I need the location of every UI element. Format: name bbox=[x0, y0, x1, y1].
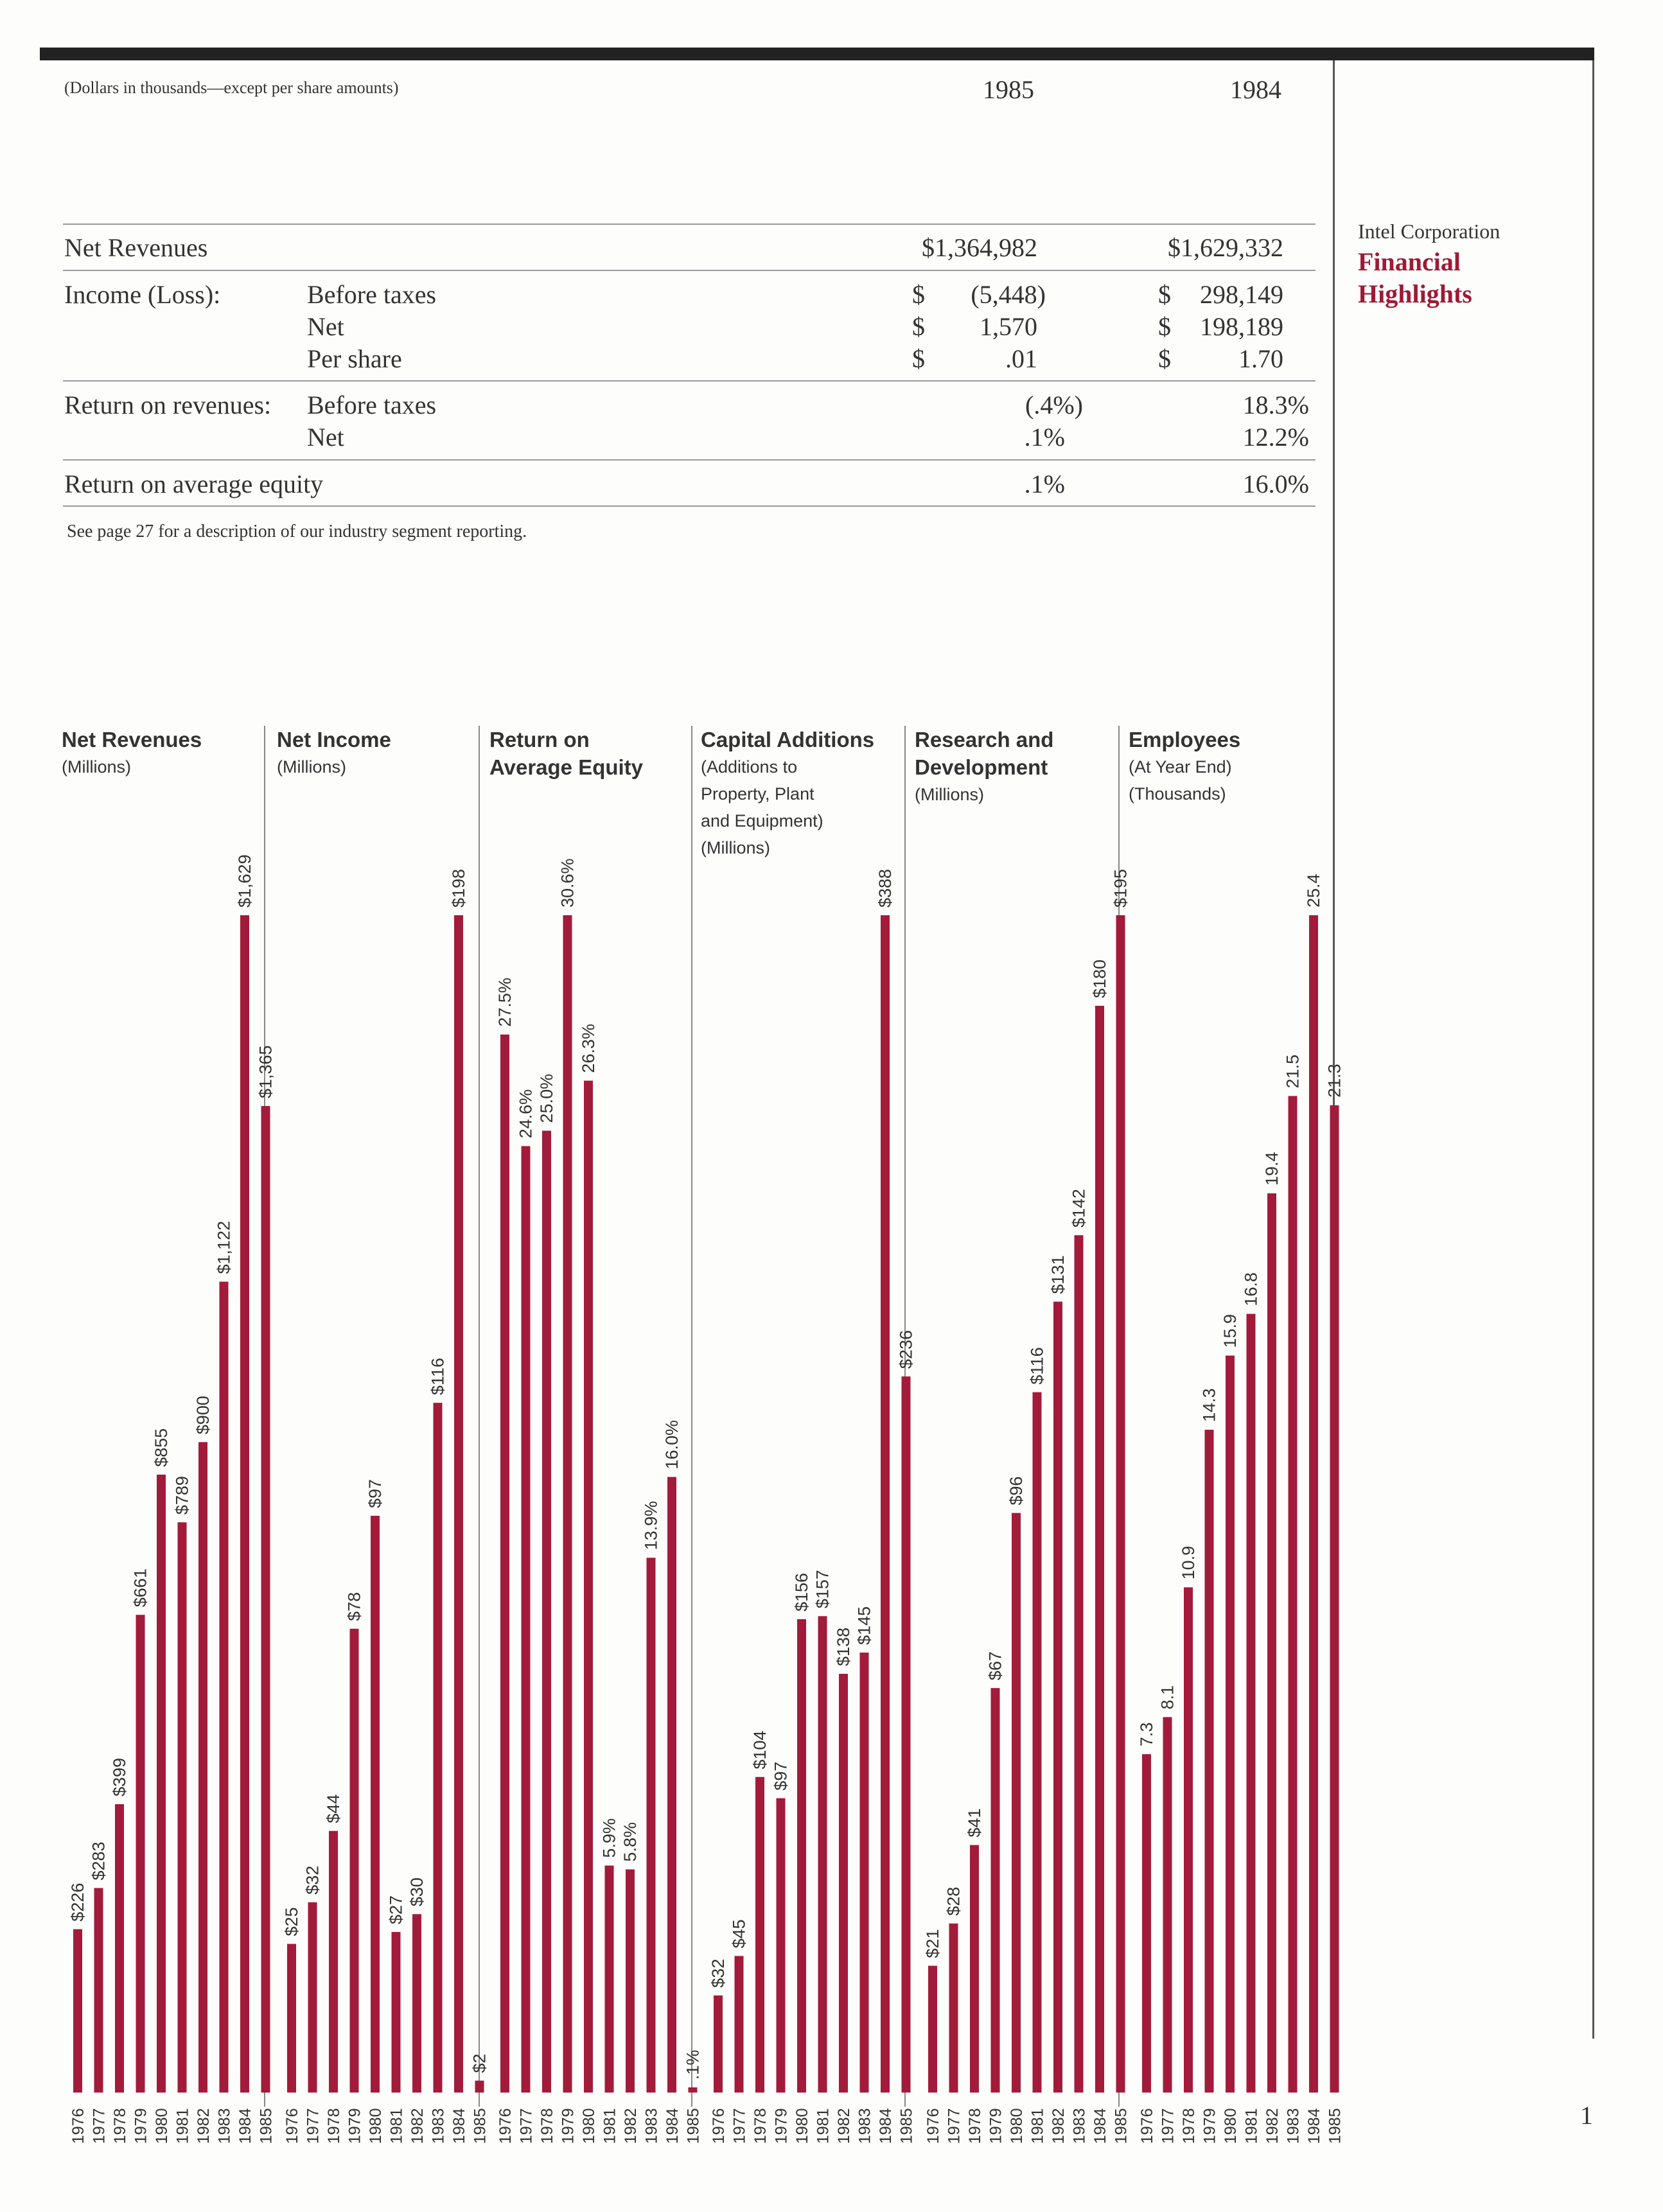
bar-value-label: $180 bbox=[1090, 959, 1109, 998]
bar-value-label: 8.1 bbox=[1157, 1685, 1177, 1710]
bar bbox=[1142, 1754, 1151, 2093]
bar bbox=[755, 1777, 764, 2093]
chart-subtitle-text: (Millions) bbox=[915, 785, 984, 804]
bar-value-label: $32 bbox=[303, 1865, 322, 1895]
bar bbox=[860, 1653, 869, 2093]
chart-subtitle-text: (Millions) bbox=[277, 757, 346, 777]
page-number: 1 bbox=[1580, 2101, 1593, 2130]
bar bbox=[928, 1966, 937, 2093]
bar-value-label: $198 bbox=[449, 868, 468, 908]
row-return-equity-1984: 16.0% bbox=[1242, 470, 1309, 498]
row-return-equity-1985: .1% bbox=[1024, 470, 1065, 498]
bar-value-label: 16.8 bbox=[1241, 1272, 1261, 1306]
row-per-share-label: Per share bbox=[307, 344, 402, 373]
bar-value-label: 5.9% bbox=[599, 1818, 619, 1858]
bar bbox=[1267, 1193, 1276, 2093]
row-income-before-taxes-1984: 298,149 bbox=[1200, 280, 1283, 309]
bar-value-label: $25 bbox=[282, 1907, 301, 1936]
bar bbox=[454, 915, 463, 2093]
bar bbox=[563, 915, 572, 2093]
bar-value-label: $145 bbox=[854, 1606, 874, 1645]
bar-value-label: $27 bbox=[386, 1895, 406, 1925]
year-tick-label: 1977 bbox=[90, 2108, 109, 2144]
bar-value-label: $45 bbox=[729, 1919, 749, 1949]
sidebar-heading-line1: Financial bbox=[1358, 247, 1461, 276]
bar-value-label: $78 bbox=[344, 1592, 364, 1621]
bar bbox=[689, 2087, 698, 2093]
row-return-revenues-before-taxes-label: Before taxes bbox=[307, 391, 437, 419]
year-tick-label: 1982 bbox=[195, 2108, 213, 2144]
segment-footnote: See page 27 for a description of our industry segment reporting. bbox=[67, 522, 527, 541]
bar bbox=[329, 1831, 338, 2093]
bar-value-label: $661 bbox=[130, 1568, 150, 1608]
year-tick-label: 1979 bbox=[559, 2108, 577, 2144]
year-tick-label: 1984 bbox=[1091, 2108, 1109, 2144]
bar bbox=[240, 915, 249, 2093]
bar bbox=[797, 1619, 806, 2093]
bar bbox=[714, 1996, 723, 2093]
bar-value-label: $2 bbox=[470, 2053, 489, 2073]
year-tick-label: 1981 bbox=[1028, 2108, 1047, 2144]
bar bbox=[1053, 1302, 1062, 2093]
bar bbox=[287, 1944, 296, 2093]
chart-title-text: Return on Average Equity bbox=[489, 728, 644, 779]
row-net-revenues-1985: $1,364,982 bbox=[922, 233, 1037, 262]
chart-subtitle-text: (Additions to Property, Plant and Equipment) (Millions) bbox=[701, 757, 823, 857]
row-income-net-1985: 1,570 bbox=[980, 312, 1037, 341]
bar-value-label: 30.6% bbox=[558, 858, 577, 908]
bar bbox=[970, 1845, 979, 2093]
bar-value-label: 27.5% bbox=[495, 978, 515, 1027]
year-tick-label: 1979 bbox=[1201, 2108, 1219, 2144]
chart-title-text: Net Income bbox=[277, 728, 391, 751]
units-note: (Dollars in thousands—except per share amounts) bbox=[64, 78, 399, 97]
bar bbox=[522, 1146, 531, 2093]
bar bbox=[475, 2080, 484, 2093]
year-tick-label: 1979 bbox=[132, 2108, 150, 2144]
row-income-before-taxes-cur-1985: $ bbox=[912, 280, 925, 309]
year-tick-label: 1981 bbox=[173, 2108, 192, 2144]
bar-value-label: $195 bbox=[1111, 868, 1131, 908]
bar bbox=[1163, 1717, 1172, 2093]
bar-value-label: $236 bbox=[896, 1330, 916, 1369]
year-tick-label: 1980 bbox=[153, 2108, 171, 2144]
bar bbox=[584, 1081, 593, 2093]
bar bbox=[1247, 1314, 1256, 2093]
bar-value-label: $116 bbox=[428, 1358, 448, 1396]
bar bbox=[157, 1475, 166, 2093]
bar-value-label: $41 bbox=[965, 1808, 984, 1838]
year-tick-label: 1979 bbox=[346, 2108, 364, 2144]
bar bbox=[542, 1130, 551, 2093]
bar-value-label: $900 bbox=[193, 1396, 213, 1435]
bar-value-label: $28 bbox=[944, 1886, 963, 1916]
bar bbox=[1330, 1105, 1339, 2093]
sidebar-heading-line2: Highlights bbox=[1358, 279, 1472, 308]
row-net-revenues-label: Net Revenues bbox=[64, 233, 208, 262]
year-tick-label: 1984 bbox=[450, 2108, 468, 2144]
year-tick-label: 1976 bbox=[924, 2108, 942, 2144]
year-tick-label: 1982 bbox=[1263, 2108, 1281, 2144]
bar bbox=[500, 1035, 509, 2093]
year-tick-label: 1980 bbox=[367, 2108, 385, 2144]
bar bbox=[1116, 915, 1125, 2093]
year-tick-label: 1982 bbox=[409, 2108, 427, 2144]
bar-value-label: 21.3 bbox=[1324, 1064, 1344, 1098]
bar bbox=[626, 1870, 635, 2093]
bar-value-label: 24.6% bbox=[516, 1089, 536, 1139]
bar-value-label: 26.3% bbox=[579, 1024, 598, 1073]
bar-value-label: 25.0% bbox=[537, 1073, 556, 1123]
bar bbox=[1289, 1096, 1298, 2093]
bar bbox=[1012, 1513, 1021, 2093]
bar bbox=[1309, 915, 1318, 2093]
bar bbox=[667, 1477, 676, 2093]
row-income-net-1984: 198,189 bbox=[1200, 312, 1283, 341]
row-return-revenues-net-1985: .1% bbox=[1024, 423, 1065, 452]
bar bbox=[136, 1615, 145, 2093]
bar bbox=[991, 1688, 1000, 2093]
chart-subtitle-text: (At Year End) (Thousands) bbox=[1129, 757, 1232, 803]
year-tick-label: 1979 bbox=[772, 2108, 791, 2144]
row-income-net-cur-1984: $ bbox=[1158, 312, 1171, 341]
year-tick-label: 1982 bbox=[1050, 2108, 1068, 2144]
bar bbox=[73, 1929, 82, 2093]
year-tick-label: 1981 bbox=[814, 2108, 832, 2144]
year-tick-label: 1976 bbox=[497, 2108, 515, 2144]
row-income-before-taxes-1985: (5,448) bbox=[971, 280, 1046, 309]
year-tick-label: 1985 bbox=[471, 2108, 489, 2144]
bar-value-label: $131 bbox=[1048, 1255, 1068, 1294]
row-return-revenues-net-1984: 12.2% bbox=[1242, 423, 1309, 452]
bar-value-label: $142 bbox=[1069, 1189, 1089, 1228]
bar-value-label: $44 bbox=[324, 1794, 343, 1823]
bar bbox=[881, 915, 890, 2093]
bar bbox=[735, 1956, 744, 2093]
bar bbox=[1095, 1006, 1104, 2093]
year-1985-header: 1985 bbox=[983, 75, 1034, 104]
year-tick-label: 1985 bbox=[897, 2108, 916, 2144]
row-per-share-1985: .01 bbox=[1005, 344, 1037, 373]
row-income-label: Income (Loss): bbox=[64, 280, 221, 309]
row-return-revenues-net-label: Net bbox=[307, 423, 344, 452]
row-return-revenues-before-taxes-1985: (.4%) bbox=[1025, 391, 1083, 419]
row-income-net-label: Net bbox=[307, 312, 344, 341]
bar-value-label: 19.4 bbox=[1262, 1152, 1281, 1186]
bar bbox=[839, 1674, 848, 2093]
year-tick-label: 1979 bbox=[987, 2108, 1005, 2144]
year-tick-label: 1976 bbox=[1138, 2108, 1156, 2144]
year-tick-label: 1981 bbox=[601, 2108, 619, 2144]
chart-title-text: Net Revenues bbox=[62, 728, 202, 751]
year-tick-label: 1985 bbox=[1326, 2108, 1344, 2144]
year-tick-label: 1982 bbox=[835, 2108, 853, 2144]
bar-value-label: 21.5 bbox=[1283, 1054, 1303, 1089]
year-tick-label: 1978 bbox=[538, 2108, 556, 2144]
bar bbox=[115, 1804, 124, 2093]
sidebar-company: Intel Corporation bbox=[1358, 220, 1500, 243]
bar bbox=[94, 1888, 103, 2093]
year-tick-label: 1984 bbox=[877, 2108, 895, 2144]
year-tick-label: 1977 bbox=[1159, 2108, 1177, 2144]
year-1984-header: 1984 bbox=[1230, 75, 1281, 104]
year-tick-label: 1984 bbox=[664, 2108, 682, 2144]
bar bbox=[392, 1932, 401, 2093]
bar-value-label: $21 bbox=[923, 1929, 942, 1958]
row-net-revenues-1984: $1,629,332 bbox=[1168, 233, 1283, 262]
bar-value-label: $855 bbox=[152, 1428, 171, 1467]
year-tick-label: 1976 bbox=[710, 2108, 728, 2144]
bar bbox=[198, 1442, 207, 2093]
year-tick-label: 1977 bbox=[730, 2108, 749, 2144]
bar-value-label: $138 bbox=[834, 1627, 853, 1667]
row-per-share-cur-1985: $ bbox=[912, 344, 925, 373]
bar bbox=[412, 1914, 421, 2093]
year-tick-label: 1977 bbox=[304, 2108, 322, 2144]
bar bbox=[1033, 1392, 1042, 2093]
year-tick-label: 1977 bbox=[517, 2108, 536, 2144]
bar-value-label: 5.8% bbox=[620, 1822, 640, 1862]
bar-value-label: 25.4 bbox=[1304, 873, 1323, 908]
bar bbox=[350, 1629, 359, 2093]
bar-value-label: $32 bbox=[708, 1958, 728, 1988]
bar bbox=[371, 1516, 380, 2093]
bar bbox=[777, 1798, 786, 2093]
bar-value-label: 16.0% bbox=[662, 1420, 682, 1470]
bar-value-label: $226 bbox=[68, 1883, 87, 1922]
row-income-before-taxes-cur-1984: $ bbox=[1158, 280, 1171, 309]
bar bbox=[605, 1866, 614, 2093]
bar-value-label: $1,365 bbox=[256, 1045, 276, 1099]
year-tick-label: 1981 bbox=[387, 2108, 406, 2144]
year-tick-label: 1983 bbox=[856, 2108, 874, 2144]
bar-value-label: 7.3 bbox=[1137, 1722, 1156, 1747]
bar-value-label: .1% bbox=[683, 2050, 703, 2080]
row-per-share-cur-1984: $ bbox=[1158, 344, 1171, 373]
row-return-equity-label: Return on average equity bbox=[64, 470, 324, 498]
bar-value-label: $96 bbox=[1007, 1476, 1026, 1505]
bar bbox=[1075, 1235, 1084, 2093]
bar bbox=[1226, 1356, 1235, 2093]
bar-value-label: $1,629 bbox=[235, 854, 254, 908]
bar bbox=[647, 1558, 656, 2093]
year-tick-label: 1985 bbox=[257, 2108, 276, 2144]
year-tick-label: 1980 bbox=[1222, 2108, 1240, 2144]
year-tick-label: 1985 bbox=[684, 2108, 703, 2144]
bar-value-label: 13.9% bbox=[641, 1500, 661, 1550]
bar bbox=[178, 1522, 187, 2093]
bar-value-label: $157 bbox=[813, 1570, 832, 1609]
year-tick-label: 1983 bbox=[642, 2108, 661, 2144]
bar-value-label: $1,122 bbox=[214, 1220, 234, 1274]
year-tick-label: 1978 bbox=[752, 2108, 770, 2144]
year-tick-label: 1980 bbox=[793, 2108, 811, 2144]
bar-value-label: $67 bbox=[985, 1651, 1005, 1681]
chart-subtitle-text: (Millions) bbox=[62, 757, 131, 777]
year-tick-label: 1980 bbox=[580, 2108, 598, 2144]
bar-value-label: $30 bbox=[407, 1877, 427, 1907]
bar bbox=[1184, 1587, 1193, 2093]
year-tick-label: 1980 bbox=[1008, 2108, 1026, 2144]
row-per-share-1984: 1.70 bbox=[1238, 344, 1283, 373]
bar-value-label: $388 bbox=[875, 868, 895, 908]
year-tick-label: 1977 bbox=[945, 2108, 963, 2144]
chart-title-text: Employees bbox=[1129, 728, 1241, 751]
bar bbox=[261, 1106, 270, 2093]
year-tick-label: 1982 bbox=[622, 2108, 640, 2144]
year-tick-label: 1983 bbox=[429, 2108, 448, 2144]
bar bbox=[308, 1902, 317, 2093]
row-income-net-cur-1985: $ bbox=[912, 312, 925, 341]
row-return-revenues-label: Return on revenues: bbox=[64, 391, 272, 419]
row-return-revenues-before-taxes-1984: 18.3% bbox=[1242, 391, 1309, 419]
bar bbox=[818, 1616, 827, 2093]
year-tick-label: 1984 bbox=[236, 2108, 254, 2144]
year-tick-label: 1983 bbox=[1284, 2108, 1303, 2144]
bar-value-label: $283 bbox=[89, 1841, 109, 1881]
year-tick-label: 1978 bbox=[111, 2108, 129, 2144]
year-tick-label: 1983 bbox=[1070, 2108, 1089, 2144]
bar bbox=[434, 1403, 443, 2093]
bar-value-label: $116 bbox=[1027, 1347, 1047, 1385]
bar bbox=[949, 1924, 958, 2093]
year-tick-label: 1978 bbox=[966, 2108, 984, 2144]
bar-value-label: $97 bbox=[365, 1479, 385, 1509]
bar-value-label: $399 bbox=[110, 1757, 129, 1797]
bar-value-label: $789 bbox=[172, 1476, 192, 1515]
year-tick-label: 1985 bbox=[1112, 2108, 1131, 2144]
bar bbox=[902, 1376, 911, 2093]
year-tick-label: 1976 bbox=[69, 2108, 87, 2144]
chart-title-text: Research and Development bbox=[915, 728, 1054, 779]
bar-value-label: $104 bbox=[750, 1730, 770, 1769]
bar bbox=[1205, 1430, 1214, 2093]
year-tick-label: 1976 bbox=[283, 2108, 301, 2144]
bar-value-label: $97 bbox=[771, 1761, 791, 1791]
bar-value-label: $156 bbox=[792, 1572, 811, 1612]
bar-value-label: 14.3 bbox=[1199, 1388, 1219, 1423]
row-income-before-taxes-label: Before taxes bbox=[307, 280, 437, 309]
bar bbox=[220, 1281, 229, 2093]
bar-value-label: 15.9 bbox=[1220, 1314, 1240, 1348]
year-tick-label: 1984 bbox=[1305, 2108, 1323, 2144]
bar-value-label: 10.9 bbox=[1179, 1545, 1198, 1580]
year-tick-label: 1978 bbox=[1180, 2108, 1198, 2144]
year-tick-label: 1981 bbox=[1242, 2108, 1261, 2144]
year-tick-label: 1978 bbox=[325, 2108, 343, 2144]
year-tick-label: 1983 bbox=[215, 2108, 234, 2144]
chart-title-text: Capital Additions bbox=[701, 728, 875, 751]
